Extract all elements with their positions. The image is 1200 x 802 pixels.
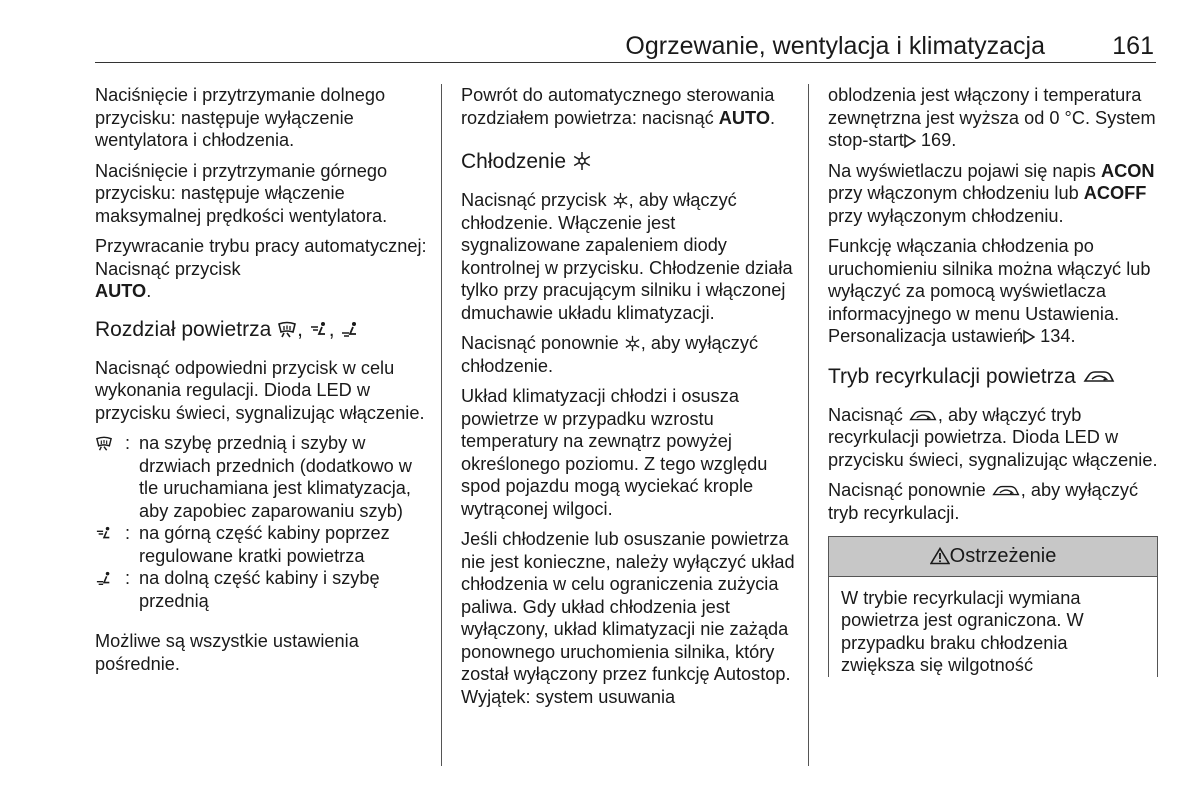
paragraph — [461, 332, 796, 377]
warning-header — [829, 537, 1157, 577]
paragraph-text: , aby wyłączyć tryb recyrkulacji. — [828, 480, 1139, 523]
acon-label: ACON — [1100, 160, 1155, 181]
period: . — [146, 281, 152, 301]
air-lower-icon — [95, 571, 113, 587]
paragraph-text: Na wyświetlaczu pojawi się napis — [828, 160, 1096, 181]
paragraph — [828, 84, 1158, 152]
paragraph-text: , aby wyłączyć chłodzenie. — [461, 333, 759, 376]
paragraph-text: , aby włączyć tryb recyrkulacji powietrza. Dioda LED w przycisku świeci, sygnalizując włączenie. — [828, 404, 1158, 470]
list-item: : na szybę przednią i szyby w drzwiach przednich (dodatkowo w tle uruchamiana jest klimatyzacja, aby zapobiec zaparowaniu szyb) — [95, 432, 430, 522]
column-3 — [828, 84, 1158, 677]
page-number: 161 — [1112, 32, 1154, 60]
warning-triangle-icon — [930, 547, 950, 565]
acoff-label: ACOFF — [1083, 183, 1147, 203]
column-divider — [441, 84, 442, 766]
warning-title: Ostrzeżenie — [949, 545, 1057, 567]
paragraph-text: przy wyłączonym chłodzeniu. — [828, 205, 1064, 226]
list-item-text: na górną część kabiny poprzez regulowane kratki powietrza — [139, 523, 390, 566]
paragraph: Nacisnąć odpowiedni przycisk w celu wykonania regulacji. Dioda LED w przycisku świeci, sygnalizując włączenie. — [95, 357, 425, 423]
paragraph-text: Nacisnąć — [828, 404, 903, 425]
list-item-text: na dolną część kabiny i szybę przednią — [139, 568, 380, 611]
recirculation-icon — [1082, 368, 1116, 386]
paragraph: Możliwe są wszystkie ustawienia pośrednie. — [95, 631, 359, 674]
paragraph-text: przy włączonym chłodzeniu lub — [828, 183, 1079, 203]
snowflake-icon — [624, 335, 641, 352]
snowflake-icon — [572, 151, 592, 171]
heading-cooling — [461, 149, 796, 175]
heading-recirculation — [828, 364, 1158, 390]
paragraph — [828, 235, 1158, 348]
snowflake-icon — [612, 192, 629, 209]
list-item: : na górną część kabiny poprzez regulowane kratki powietrza — [95, 522, 430, 567]
section-title: Ogrzewanie, wentylacja i klimatyzacja — [625, 32, 1045, 60]
paragraph-text: Funkcję włączania chłodzenia po uruchomieniu silnika można włączyć lub wyłączyć za pomocą wyświetlacza informacyjnego w menu Ustawienia. Personalizacja ustawień — [828, 236, 1151, 346]
warning-box — [828, 536, 1158, 677]
paragraph — [828, 479, 1158, 524]
auto-label: AUTO — [718, 107, 770, 128]
paragraph-text: Nacisnąć ponownie — [828, 480, 986, 500]
paragraph: Naciśnięcie i przytrzymanie górnego przycisku: następuje włączenie maksymalnej prędkości wentylatora. — [95, 160, 388, 226]
page-reference: 169. — [915, 130, 957, 150]
paragraph: Naciśnięcie i przytrzymanie dolnego przycisku: następuje wyłączenie wentylatora i chłodzenia. — [95, 85, 386, 150]
windscreen-defrost-icon — [277, 321, 297, 339]
period: . — [769, 107, 776, 128]
paragraph — [461, 84, 796, 129]
arrow-ref-icon — [1023, 329, 1035, 345]
paragraph — [828, 160, 1158, 228]
paragraph — [461, 189, 796, 324]
paragraph-text: Powrót do automatycznego sterowania rozdziałem powietrza: nacisnąć — [461, 85, 775, 128]
column-1 — [95, 84, 430, 683]
air-upper-icon — [309, 321, 329, 339]
paragraph — [828, 404, 1158, 472]
paragraph — [95, 235, 430, 303]
paragraph: Układ klimatyzacji chłodzi i osusza powietrze w przypadku wzrostu temperatury na zewnątrz powyżej określonego poziomu. Z tego względu spod pojazdu mogą wyciekać krople wytrąconej wilgoci. — [461, 386, 768, 519]
air-upper-icon — [95, 526, 113, 542]
column-2 — [461, 84, 796, 716]
arrow-ref-icon — [904, 133, 916, 149]
paragraph-text: Nacisnąć ponownie — [461, 333, 619, 353]
air-lower-icon — [340, 321, 360, 339]
heading-air-distribution: Rozdział powietrza , , — [95, 317, 430, 343]
heading-text: Chłodzenie — [461, 150, 567, 173]
heading-text: Rozdział powietrza — [95, 317, 272, 341]
list-item: : na dolną część kabiny i szybę przednią — [95, 567, 430, 612]
recirculation-icon — [908, 408, 938, 424]
paragraph: Jeśli chłodzenie lub osuszanie powietrza nie jest konieczne, należy wyłączyć układ chłodzenia w celu ograniczenia zużycia paliwa. Gdy układ chłodzenia jest wyłączony, układ klimatyzacji nie zażąda ponownego uruchomienia silnika, który został wyłączony przez funkcję Autostop. Wyjątek: system usuwania — [461, 529, 795, 707]
warning-body: W trybie recyrkulacji wymiana powietrza jest ograniczona. W przypadku braku chłodzenia zwiększa się wilgotność — [841, 587, 1084, 675]
paragraph-text: oblodzenia jest włączony i temperatura zewnętrzna jest wyższa od 0 °C. System stop-start — [828, 85, 1156, 150]
paragraph-text: , aby włączyć chłodzenie. Włączenie jest sygnalizowane zapaleniem diody kontrolnej w przycisku. Chłodzenie działa tylko przy pracującym silniku i włączonej dmuchawie układu klimatyzacji. — [461, 190, 793, 323]
auto-label: AUTO — [95, 281, 147, 301]
list-item-text: na szybę przednią i szyby w drzwiach przednich (dodatkowo w tle uruchamiana jest klimatyzacja, aby zapobiec zaparowaniu szyb) — [139, 433, 412, 521]
paragraph-text: Nacisnąć przycisk — [461, 190, 607, 210]
heading-text: Tryb recyrkulacji powietrza — [828, 364, 1076, 388]
page-reference: 134. — [1035, 326, 1076, 346]
recirculation-icon — [991, 483, 1021, 499]
windscreen-defrost-icon — [95, 436, 113, 452]
column-divider — [808, 84, 809, 766]
header-divider — [95, 62, 1156, 63]
paragraph-text: Przywracanie trybu pracy automatycznej: Nacisnąć przycisk — [95, 236, 427, 279]
distribution-list — [95, 432, 430, 612]
